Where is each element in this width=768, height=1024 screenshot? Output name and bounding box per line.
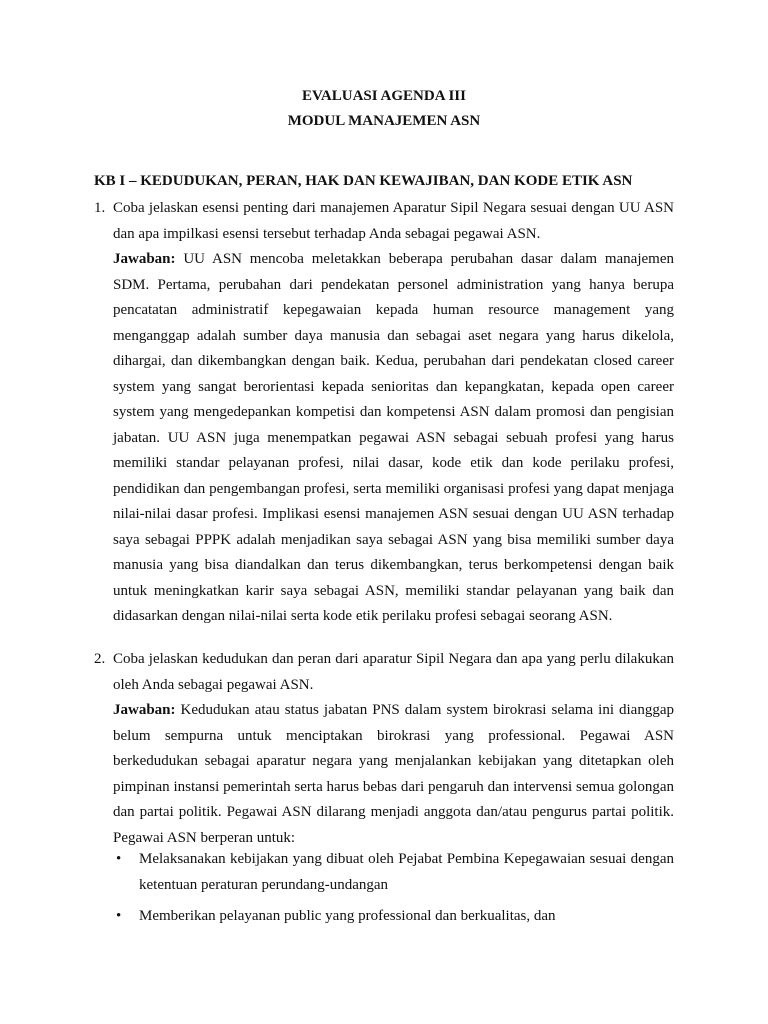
answer-paragraph bbox=[113, 247, 674, 630]
list-item bbox=[113, 904, 674, 930]
question-1 bbox=[94, 196, 674, 630]
question-text: Coba jelaskan kedudukan dan peran dari aparatur Sipil Negara dan apa yang perlu dilakukan oleh Anda sebagai pegawai ASN. bbox=[113, 651, 674, 693]
list-item-text: Memberikan pelayanan public yang professional dan berkualitas, dan bbox=[139, 908, 556, 924]
role-list bbox=[113, 847, 674, 930]
answer-label: Jawaban: bbox=[113, 702, 176, 718]
question-body bbox=[113, 647, 674, 851]
answer-paragraph bbox=[113, 698, 674, 851]
question-number: 1. bbox=[94, 200, 106, 216]
answer-text: UU ASN mencoba meletakkan beberapa perubahan dasar dalam manajemen SDM. Pertama, perubahan dari pendekatan personel administration yang hanya berupa pencatatan administratif kepegawaian kepada human resource management yang menganggap adalah sumber daya manusia dan sebagai aset negara yang harus dikelola, dihargai, dan dikembangkan dengan baik. Kedua, perubahan dari pendekatan closed career system yang sangat berorientasi kepada senioritas dan kepangkatan, kepada open career system yang mengedepankan kompetisi dan kompetensi ASN dalam promosi dan pengisian jabatan. UU ASN juga menempatkan pegawai ASN sebagai sebuah profesi yang harus memiliki standar pelayanan profesi, nilai dasar, kode etik dan kode perilaku profesi, pendidikan dan pengembangan profesi, serta memiliki organisasi profesi yang dapat menjaga nilai-nilai dasar profesi. Implikasi esensi manajemen ASN sesuai dengan UU ASN terhadap saya sebagai PPPK adalah menjadikan saya sebagai ASN yang bisa memiliki sumber daya manusia yang bisa diandalkan dan terus dikembangkan, terus berkompetensi dengan baik untuk meningkatkan karir saya sebagai ASN, memiliki standar pelayanan yang baik dan didasarkan dengan nilai-nilai serta kode etik perilaku profesi sebagai seorang ASN. bbox=[113, 251, 674, 624]
list-item bbox=[113, 847, 674, 898]
question-2 bbox=[94, 647, 674, 851]
bullet-icon: • bbox=[116, 851, 122, 867]
question-number: 2. bbox=[94, 651, 106, 667]
document-title: EVALUASI AGENDA III bbox=[302, 88, 466, 104]
section-heading: KB I – KEDUDUKAN, PERAN, HAK DAN KEWAJIBAN, DAN KODE ETIK ASN bbox=[94, 173, 633, 189]
question-text: Coba jelaskan esensi penting dari manajemen Aparatur Sipil Negara sesuai dengan UU ASN dan apa impilkasi esensi tersebut terhadap Anda sebagai pegawai ASN. bbox=[113, 200, 674, 242]
bullet-icon: • bbox=[116, 908, 122, 924]
document-subtitle: MODUL MANAJEMEN ASN bbox=[287, 113, 481, 129]
answer-label: Jawaban: bbox=[113, 251, 176, 267]
answer-text: Kedudukan atau status jabatan PNS dalam system birokrasi selama ini dianggap belum sempurna untuk menciptakan birokrasi yang professional. Pegawai ASN berkedudukan sebagai aparatur negara yang menjalankan kebijakan yang ditetapkan oleh pimpinan instansi pemerintah serta harus bebas dari pengaruh dan intervensi semua golongan dan partai politik. Pegawai ASN dilarang menjadi anggota dan/atau pengurus partai politik. Pegawai ASN berperan untuk: bbox=[113, 702, 674, 846]
list-item-text: Melaksanakan kebijakan yang dibuat oleh Pejabat Pembina Kepegawaian sesuai dengan ketentuan peraturan perundang-undangan bbox=[139, 851, 674, 893]
question-body bbox=[113, 196, 674, 630]
